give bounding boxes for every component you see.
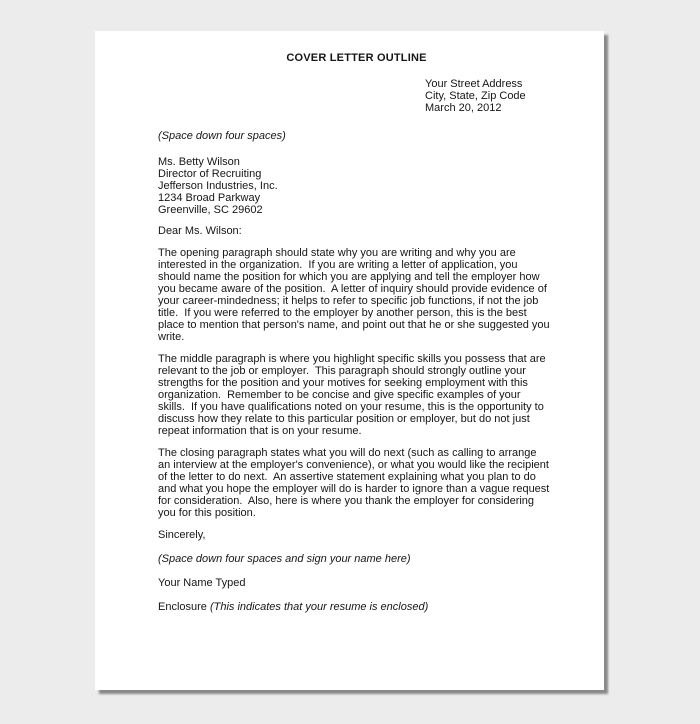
sender-address-block xyxy=(425,78,604,114)
enclosure-label: Enclosure xyxy=(158,601,207,613)
enclosure-note: (This indicates that your resume is enclosed) xyxy=(209,601,429,613)
recipient-name: Ms. Betty Wilson xyxy=(158,156,240,168)
closing-paragraph: The closing paragraph states what you will do next (such as calling to arrange an interview at the employer's convenience), or what you would like the recipient of the letter to do next. An assertive statement explaining what you plan to do and what you hope the employer will do is harder to ignore than a vague request for consideration. Also, here is where you thank the employer for considering you for this position. xyxy=(158,447,553,519)
recipient-city: Greenville, SC 29602 xyxy=(158,204,263,216)
letter-page xyxy=(95,31,604,690)
middle-paragraph: The middle paragraph is where you highlight specific skills you possess that are relevant to the job or employer. This paragraph should strongly outline your strengths for the position and your motives for seeking employment with this organization. Remember to be concise and give specific examples of your skills. If you have qualifications noted on your resume, this is the opportunity to discuss how they relate to this particular position or employer, but do not just repeat information that is on your resume. xyxy=(158,353,549,437)
letter-date: March 20, 2012 xyxy=(425,102,502,114)
signature-space-note: (Space down four spaces and sign your name here) xyxy=(158,553,411,565)
typed-name: Your Name Typed xyxy=(158,577,246,589)
recipient-company: Jefferson Industries, Inc. xyxy=(158,180,278,192)
sender-city-line: City, State, Zip Code xyxy=(425,90,526,102)
enclosure-line xyxy=(158,601,604,613)
recipient-address-block xyxy=(158,156,604,216)
recipient-title: Director of Recruiting xyxy=(158,168,262,180)
space-down-note: (Space down four spaces) xyxy=(158,130,286,142)
salutation: Dear Ms. Wilson: xyxy=(158,225,242,237)
opening-paragraph: The opening paragraph should state why you are writing and why you are interested in the organization. If you are writing a letter of application, you should name the position for which you are applying and tell the employer how you became aware of the position. A letter of inquiry should provide evidence of your career-mindedness; it helps to refer to specific job functions, if not the job title. If you were referred to the employer by another person, this is the best place to mention that person's name, and point out that he or she suggested you write. xyxy=(158,247,553,343)
document-title: COVER LETTER OUTLINE xyxy=(286,52,427,64)
sender-street-line: Your Street Address xyxy=(425,78,523,90)
complimentary-close: Sincerely, xyxy=(158,529,206,541)
recipient-street: 1234 Broad Parkway xyxy=(158,192,261,204)
